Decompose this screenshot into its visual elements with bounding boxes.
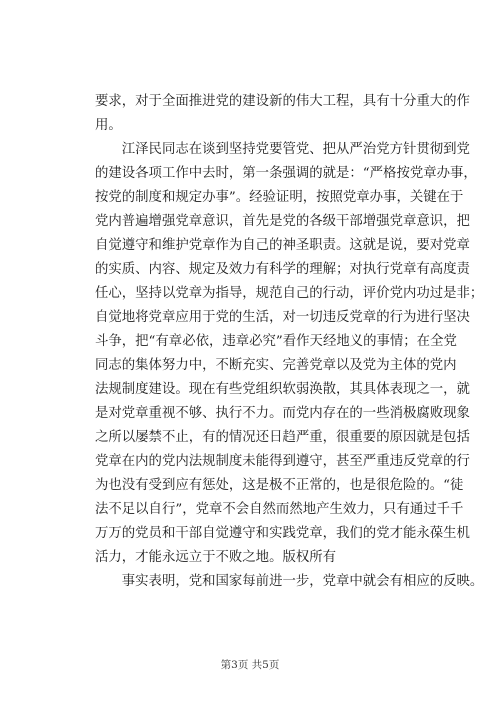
text-line: 斗争，把“有章必依，违章必究”看作天经地义的事情；在全党 [95, 334, 457, 349]
page-footer: 第3页 共5页 [220, 659, 280, 671]
text-line: 自觉遵守和维护党章作为自己的神圣职责。这就是说，要对党章 [95, 238, 470, 253]
text-line: 自觉地将党章应用于党的生活，对一切违反党章的行为进行坚决 [95, 310, 470, 325]
text-line: 是对党章重视不够、执行不力。而党内存在的一些消极腐败现象 [95, 406, 470, 421]
text-line: 按党的制度和规定办事”。经验证明，按照党章办事，关键在于 [95, 190, 464, 205]
text-line: 为也没有受到应有惩处，这是极不正常的，也是很危险的。“徒 [95, 478, 464, 493]
text-line: 法规制度建设。现在有些党组织软弱涣散，其具体表现之一，就 [95, 382, 470, 397]
text-line: 党内普遍增强党章意识，首先是党的各级干部增强党章意识，把 [95, 214, 470, 229]
text-line: 活力，才能永远立于不败之地。版权所有 [95, 550, 337, 565]
text-line: 任心，坚持以党章为指导，规范自己的行动，评价党内功过是非； [95, 286, 484, 301]
text-line: 江泽民同志在谈到坚持党要管党、把从严治党方针贯彻到党 [95, 142, 470, 157]
text-line: 同志的集体努力中，不断充实、完善党章以及党为主体的党内 [95, 358, 457, 373]
text-line: 的实质、内容、规定及效力有科学的理解；对执行党章有高度责 [95, 262, 470, 277]
text-line: 用。 [95, 118, 122, 133]
text-line: 法不足以自行”，党章不会自然而然地产生效力，只有通过千千 [95, 502, 464, 517]
text-line: 万万的党员和干部自觉遵守和实践党章，我们的党才能永葆生机 [95, 526, 470, 541]
text-line: 要求，对于全面推进党的建设新的伟大工程，具有十分重大的作 [95, 94, 470, 109]
text-line: 的建设各项工作中去时，第一条强调的就是：“严格按党章办事， [95, 166, 477, 181]
document-body [95, 90, 484, 594]
text-line: 党章在内的党内法规制度未能得到遵守，甚至严重违反党章的行 [95, 454, 470, 469]
text-line: 事实表明，党和国家每前进一步，党章中就会有相应的反映。 [95, 574, 484, 589]
text-line: 之所以屡禁不止，有的情况还日趋严重，很重要的原因就是包括 [95, 430, 470, 445]
